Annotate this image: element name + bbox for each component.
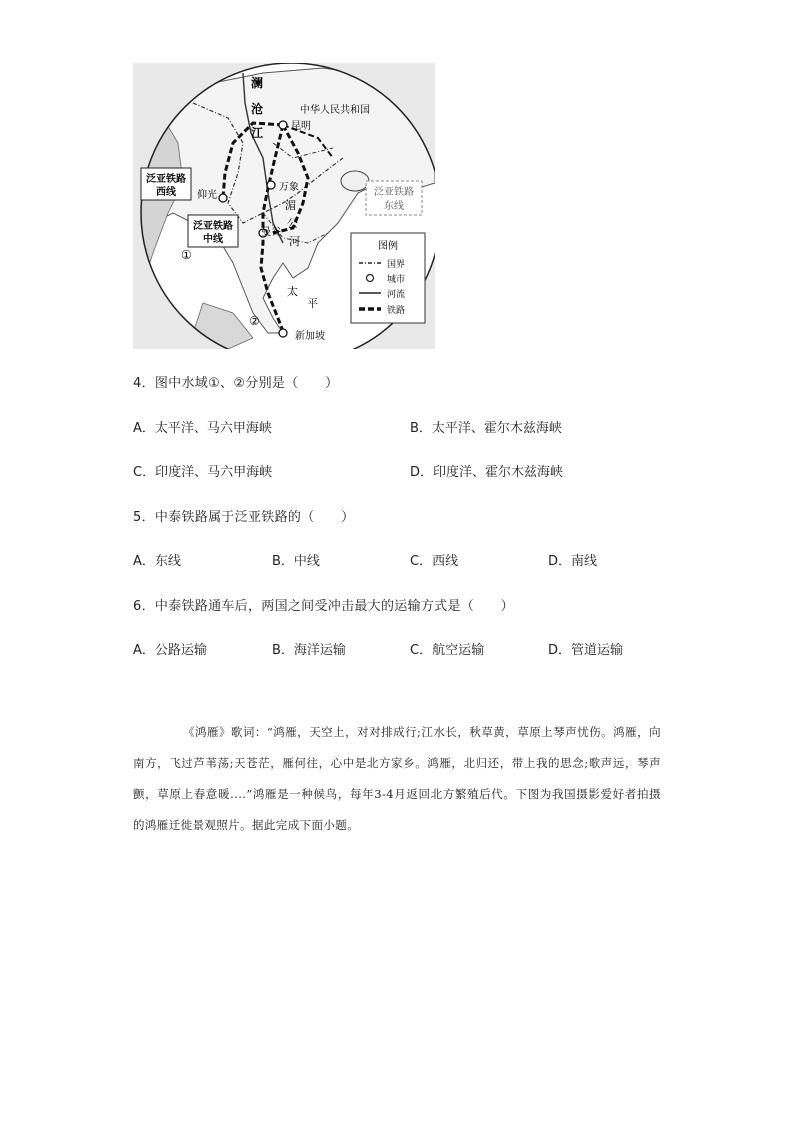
label-lancang-3: 江 xyxy=(251,126,264,140)
label-vientiane: 万象 xyxy=(279,182,299,193)
question-6-option-b[interactable]: B．海洋运输 xyxy=(272,643,346,658)
city-vientiane xyxy=(267,181,275,189)
city-singapore xyxy=(279,329,287,337)
island xyxy=(341,171,369,191)
label-mekong-2: 公 xyxy=(287,217,298,230)
question-6-stem: 6．中泰铁路通车后，两国之间受冲击最大的运输方式是（ ） xyxy=(133,599,514,614)
question-4-options xyxy=(133,417,693,435)
legend-border-label: 国界 xyxy=(387,260,406,270)
label-pacific-2: 平 xyxy=(307,297,318,310)
legend-city-symbol xyxy=(367,275,374,282)
city-kunming xyxy=(279,121,287,129)
label-middle-line-2: 中线 xyxy=(203,234,223,245)
question-4-options-2 xyxy=(133,461,693,479)
question-6-option-a[interactable]: A．公路运输 xyxy=(133,643,207,658)
label-china: 中华人民共和国 xyxy=(300,105,370,116)
question-5-option-d[interactable]: D．南线 xyxy=(548,554,598,569)
label-mekong-1: 湄 xyxy=(285,199,296,212)
legend-title: 图例 xyxy=(378,241,398,252)
legend-city-label: 城市 xyxy=(387,275,406,285)
label-kunming: 昆明 xyxy=(291,121,311,132)
map-figure xyxy=(133,63,435,349)
city-yangon xyxy=(219,194,227,202)
question-5-option-b[interactable]: B．中线 xyxy=(272,554,320,569)
label-lancang-2: 沧 xyxy=(251,102,264,116)
question-6-option-d[interactable]: D．管道运输 xyxy=(548,643,624,658)
map-legend xyxy=(351,233,425,323)
label-bangkok: 曼谷 xyxy=(261,227,281,238)
question-4-option-b[interactable]: B．太平洋、霍尔木兹海峡 xyxy=(410,421,562,436)
passage-text: 《鸿雁》歌词：“鸿雁，天空上，对对排成行;江水长，秋草黄，草原上琴声忧伤。鸿雁，向南方，飞过芦苇荡;天苍茫，雁何往，心中是北方家乡。鸿雁，北归还，带上我的思念;歌声远，琴声颤，草原上春意暖....”鸿雁是一种候鸟，每年3-4月返回北方繁殖后代。下图为我国摄影爱好者拍摄的鸿雁迁徙景观照片。据此完成下面小题。 xyxy=(133,725,661,832)
question-5-options xyxy=(133,550,693,568)
label-singapore: 新加坡 xyxy=(295,331,325,342)
question-4-option-d[interactable]: D．印度洋、霍尔木兹海峡 xyxy=(410,465,564,480)
question-4-option-a[interactable]: A．太平洋、马六甲海峡 xyxy=(133,421,272,436)
label-west-line-2: 西线 xyxy=(156,187,176,198)
legend-railway-label: 铁路 xyxy=(387,306,406,316)
label-middle-line-1: 泛亚铁路 xyxy=(193,221,233,232)
question-4-stem: 4．图中水域①、②分别是（ ） xyxy=(133,376,339,391)
legend-river-label: 河流 xyxy=(387,290,406,300)
label-yangon: 仰光 xyxy=(197,190,217,201)
question-5-option-a[interactable]: A．东线 xyxy=(133,554,181,569)
label-lancang-1: 澜 xyxy=(251,76,264,90)
label-pacific-1: 太 xyxy=(287,285,298,298)
question-6-options xyxy=(133,639,693,657)
label-water-2: ② xyxy=(249,314,260,328)
label-east-line-1: 泛亚铁路 xyxy=(374,187,414,198)
label-water-1: ① xyxy=(181,248,192,262)
question-6-option-c[interactable]: C．航空运输 xyxy=(410,643,485,658)
label-east-line-2: 东线 xyxy=(384,201,404,212)
label-west-line-1: 泛亚铁路 xyxy=(146,174,186,185)
question-4-option-c[interactable]: C．印度洋、马六甲海峡 xyxy=(133,465,273,480)
pan-asia-railway-map xyxy=(133,63,435,349)
question-5-stem: 5．中泰铁路属于泛亚铁路的（ ） xyxy=(133,510,355,525)
question-5-option-c[interactable]: C．西线 xyxy=(410,554,459,569)
label-mekong-3: 河 xyxy=(289,235,300,248)
